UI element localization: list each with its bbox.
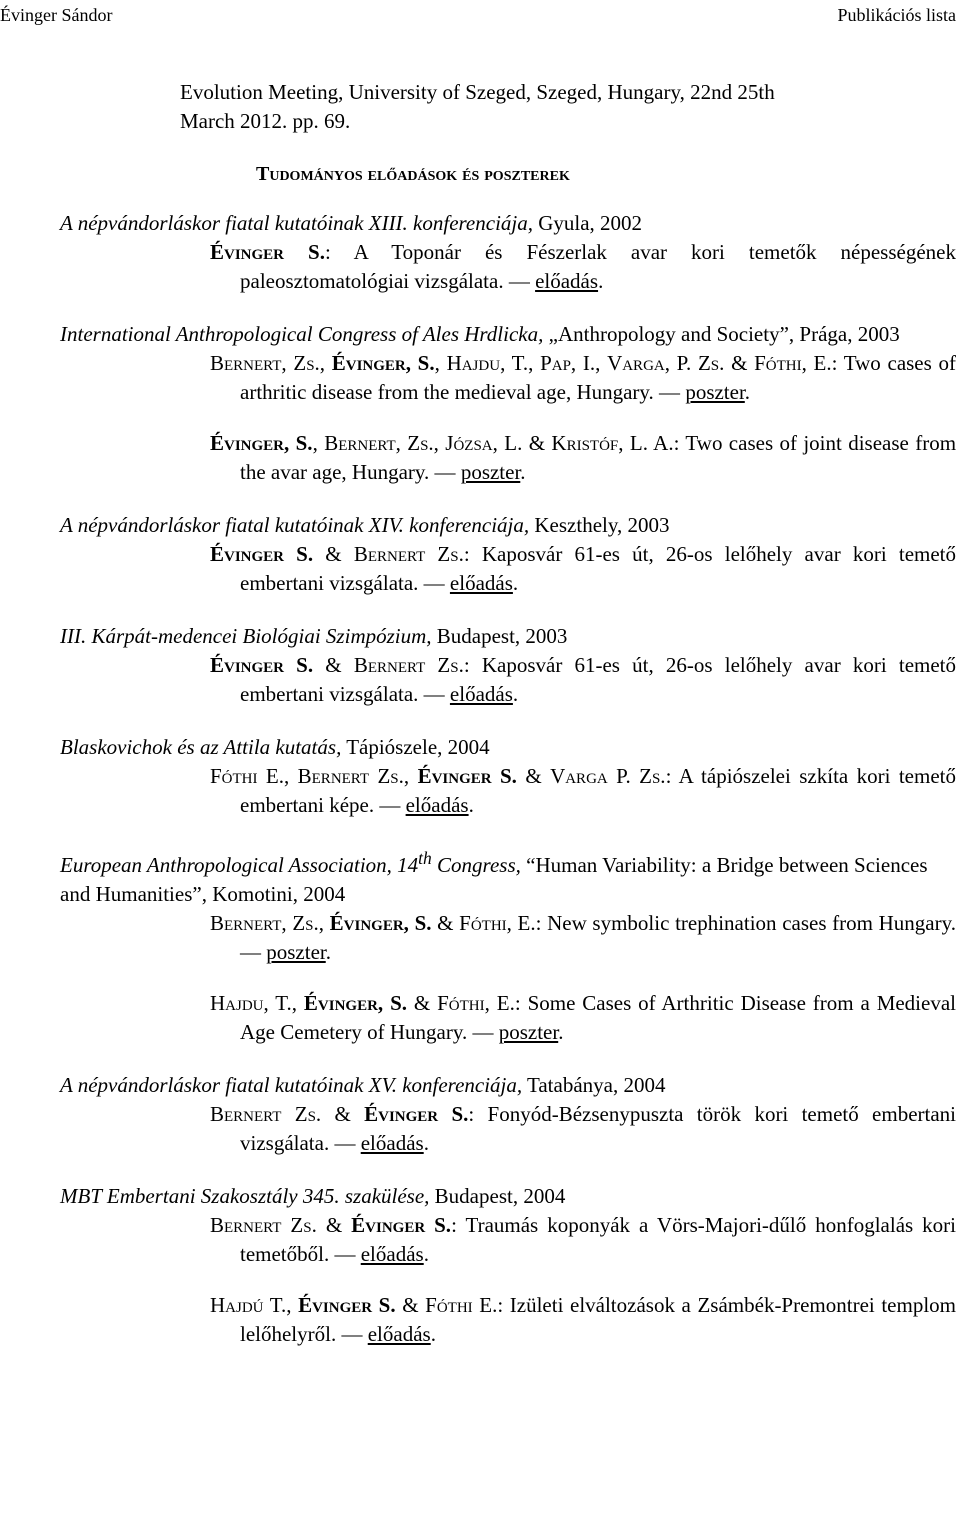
- entry-end: .: [558, 1020, 564, 1044]
- authors: Évinger, S., Bernert, Zs., Józsa, L. & Kristóf, L. A.: [210, 431, 674, 455]
- publication-title: : Some Cases of Arthritic Disease from a Medieval Age Cemetery of Hungary. —: [240, 991, 956, 1044]
- authors: Bernert, Zs., Évinger, S. & Fóthi, E.: [210, 911, 536, 935]
- presentation-type-link[interactable]: poszter: [266, 940, 326, 964]
- conference-block: [60, 1071, 956, 1158]
- conference-name: III. Kárpát-medencei Biológiai Szimpózium,: [60, 624, 432, 648]
- conference-title: [60, 1071, 956, 1100]
- continued-line-1: Evolution Meeting, University of Szeged, Szeged, Hungary, 22nd 25th: [180, 80, 775, 104]
- presentation-type-link[interactable]: előadás: [360, 1242, 424, 1266]
- publication-title: : Traumás koponyák a Vörs-Majori-dűlő honfoglalás kori temetőből. —: [240, 1213, 956, 1266]
- presentation-type-link[interactable]: poszter: [685, 380, 745, 404]
- authors: Fóthi E., Bernert Zs., Évinger S. & Varga P. Zs.: [210, 764, 666, 788]
- entry-end: .: [512, 682, 519, 706]
- conference-place-date: „Anthropology and Society”, Prága, 2003: [543, 322, 900, 346]
- conference-name: A népvándorláskor fiatal kutatóinak XV. konferenciája,: [60, 1073, 523, 1097]
- conference-title: [60, 1182, 956, 1211]
- conference-block: [60, 622, 956, 709]
- publication-entry: [210, 238, 956, 296]
- presentation-type-link[interactable]: előadás: [360, 1131, 424, 1155]
- conference-block: [60, 209, 956, 296]
- conference-title: [60, 320, 956, 349]
- publication-entry: [210, 1100, 956, 1158]
- authors: Évinger S. & Bernert Zs.: [210, 542, 464, 566]
- publication-entry: [210, 762, 956, 820]
- document-title: Publikációs lista: [837, 5, 956, 25]
- conference-name: MBT Embertani Szakosztály 345. szakülése,: [60, 1184, 430, 1208]
- entry-end: .: [598, 269, 604, 293]
- conference-name: International Anthropological Congress of Ales Hrdlicka,: [60, 322, 544, 346]
- entry-end: .: [512, 571, 519, 595]
- conference-place-date: Budapest, 2004: [429, 1184, 566, 1208]
- conference-block: [60, 1182, 956, 1349]
- conference-name: European Anthropological Association, 14th Congress,: [60, 848, 521, 877]
- publication-title: : A tápiószelei szkíta kori temető embertani képe. —: [240, 764, 956, 817]
- conference-place-date: Keszthely, 2003: [529, 513, 670, 537]
- entry-end: .: [520, 460, 526, 484]
- authors: Hajdú T., Évinger S. & Fóthi E.: [210, 1293, 498, 1317]
- conference-block: [60, 844, 956, 1047]
- presentation-type-link[interactable]: előadás: [367, 1322, 431, 1346]
- section-title: Tudományos előadások és poszterek: [256, 163, 570, 185]
- conference-name: A népvándorláskor fiatal kutatóinak XIV. konferenciája,: [60, 513, 530, 537]
- publication-entry: [210, 651, 956, 709]
- entry-end: .: [744, 380, 751, 404]
- authors: Hajdu, T., Évinger, S. & Fóthi, E.: [210, 991, 515, 1015]
- conference-title: [60, 844, 956, 909]
- author-name: Évinger Sándor: [0, 5, 113, 25]
- entry-end: .: [430, 1322, 436, 1346]
- publication-title: : A Toponár és Fészerlak avar kori temetők népességének paleosztomatológiai vizsgálata. —: [240, 240, 956, 293]
- publication-entry: [210, 429, 956, 487]
- conference-title: [60, 622, 956, 651]
- conference-block: [60, 320, 956, 487]
- publication-entry: [210, 540, 956, 598]
- conference-title: [60, 511, 956, 540]
- conference-place-date: Gyula, 2002: [532, 211, 643, 235]
- presentation-type-link[interactable]: előadás: [449, 682, 513, 706]
- entry-end: .: [423, 1131, 429, 1155]
- presentation-type-link[interactable]: előadás: [405, 793, 469, 817]
- conference-block: [60, 733, 956, 820]
- publication-entry: [210, 1211, 956, 1269]
- conference-block: [60, 511, 956, 598]
- presentation-type-link[interactable]: poszter: [498, 1020, 559, 1044]
- publication-title: : Fonyód-Bézsenypuszta török kori temető embertani vizsgálata. —: [240, 1102, 956, 1155]
- presentation-type-link[interactable]: előadás: [535, 269, 599, 293]
- authors: Évinger S. & Bernert Zs.: [210, 653, 464, 677]
- publication-entry: [210, 1291, 956, 1349]
- conference-title: [60, 733, 956, 762]
- entry-end: .: [423, 1242, 429, 1266]
- publication-title: : Two cases of arthritic disease from the medieval age, Hungary. —: [240, 351, 956, 404]
- publication-title: : New symbolic trephination cases from Hungary. —: [240, 911, 956, 964]
- conference-place-date: Tápiószele, 2004: [341, 735, 490, 759]
- publication-entry: [210, 909, 956, 967]
- continued-line-2: March 2012. pp. 69.: [180, 109, 351, 133]
- presentation-type-link[interactable]: előadás: [449, 571, 513, 595]
- continued-entry: [180, 78, 956, 136]
- publication-title: : Kaposvár 61-es út, 26-os lelőhely avar kori temető embertani vizsgálata. —: [240, 542, 957, 595]
- authors: Bernert Zs. & Évinger S.: [210, 1102, 469, 1126]
- publication-title: : Kaposvár 61-es út, 26-os lelőhely avar kori temető embertani vizsgálata. —: [240, 653, 957, 706]
- authors: Bernert Zs. & Évinger S.: [210, 1213, 452, 1237]
- conference-title: [60, 209, 956, 238]
- publication-entry: [210, 989, 956, 1047]
- publication-entry: [210, 349, 956, 407]
- presentation-type-link[interactable]: poszter: [460, 460, 521, 484]
- entry-end: .: [325, 940, 331, 964]
- entry-end: .: [468, 793, 474, 817]
- publication-title: : Izületi elváltozások a Zsámbék-Premontrei templom lelőhelyről. —: [240, 1293, 956, 1346]
- authors: Bernert, Zs., Évinger, S., Hajdu, T., Pap, I., Varga, P. Zs. & Fóthi, E.: [210, 351, 832, 375]
- publication-title: : Two cases of joint disease from the avar age, Hungary. —: [240, 431, 957, 484]
- conference-place-date: Budapest, 2003: [431, 624, 568, 648]
- document-body: [60, 78, 956, 1373]
- conference-place-date: “Human Variability: a Bridge between Sciences and Humanities”, Komotini, 2004: [60, 853, 928, 906]
- conference-name: A népvándorláskor fiatal kutatóinak XIII. konferenciája,: [60, 211, 533, 235]
- conference-list: [60, 209, 956, 1349]
- authors: Évinger S.: [210, 240, 325, 264]
- conference-name: Blaskovichok és az Attila kutatás,: [60, 735, 342, 759]
- conference-place-date: Tatabánya, 2004: [522, 1073, 666, 1097]
